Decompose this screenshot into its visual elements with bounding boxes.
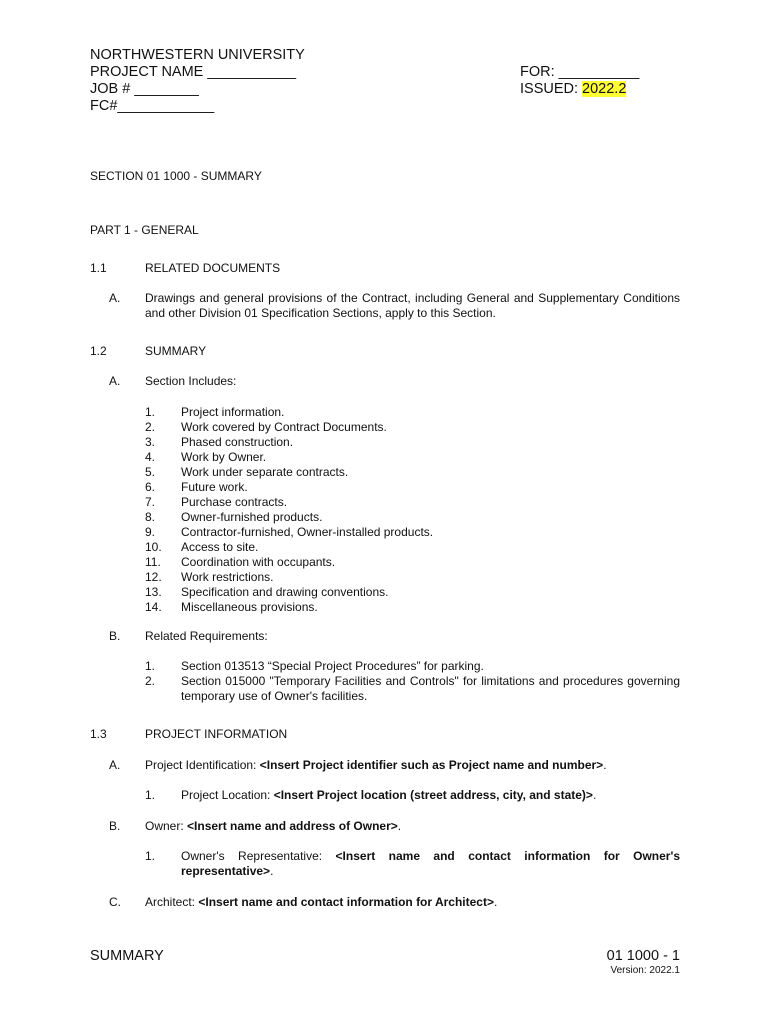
list-item [145, 420, 445, 435]
fc-number-field: FC#____________ [90, 98, 215, 114]
owner-info [145, 819, 401, 834]
list-item-text: Work restrictions. [181, 570, 274, 584]
list-item-text: Work by Owner. [181, 450, 267, 464]
footer-page-number: 01 1000 - 1 [606, 948, 680, 964]
section-title: SECTION 01 1000 - SUMMARY [90, 169, 262, 183]
list-item-number: 5. [145, 465, 156, 479]
list-item-text: Coordination with occupants. [181, 555, 336, 569]
list-item-text: Future work. [181, 480, 248, 494]
project-identification [145, 758, 607, 773]
footer-version: Version: 2022.1 [610, 965, 680, 976]
field-label: Architect: [145, 895, 199, 909]
list-item [145, 465, 445, 480]
issued-value: 2022.2 [582, 81, 627, 97]
subparagraph-number: 1. [145, 788, 156, 802]
list-item-number: 3. [145, 435, 156, 449]
related-item-text: Section 013513 “Special Project Procedures” for parking. [181, 659, 484, 673]
article-title: SUMMARY [145, 344, 207, 358]
project-name-field: PROJECT NAME ___________ [90, 64, 297, 80]
insert-placeholder: <Insert Project identifier such as Project name and number> [259, 758, 604, 772]
insert-placeholder: <Insert name and contact information for Owner's representative> [181, 849, 681, 878]
insert-placeholder: <Insert Project location (street address, city, and state)> [273, 788, 593, 802]
article-number: 1.3 [90, 727, 107, 741]
list-item-text: Contractor-furnished, Owner-installed products. [181, 525, 434, 539]
list-item-number: 7. [145, 495, 156, 509]
punctuation: . [603, 758, 607, 772]
list-item [145, 510, 445, 525]
list-item-text: Specification and drawing conventions. [181, 585, 389, 599]
related-item-number: 2. [145, 674, 156, 688]
punctuation: . [397, 819, 402, 833]
list-item [145, 495, 445, 510]
list-item-text: Access to site. [181, 540, 259, 554]
footer-section-name: SUMMARY [90, 948, 164, 964]
university-name: NORTHWESTERN UNIVERSITY [90, 47, 305, 63]
field-label: Owner: [145, 819, 188, 833]
list-item-number: 9. [145, 525, 156, 539]
for-field: FOR: __________ [520, 64, 640, 80]
field-label: Project Identification: [145, 758, 260, 772]
list-item [145, 570, 445, 585]
list-item-text: Project information. [181, 405, 285, 419]
list-item-text: Work under separate contracts. [181, 465, 349, 479]
list-item [145, 525, 445, 540]
list-item [145, 540, 445, 555]
insert-placeholder: <Insert name and contact information for Architect> [198, 895, 494, 909]
paragraph-letter: B. [109, 819, 121, 833]
insert-placeholder: <Insert name and address of Owner> [187, 819, 398, 833]
list-item [145, 435, 445, 450]
list-item-text: Miscellaneous provisions. [181, 600, 318, 614]
list-item-number: 10. [145, 540, 162, 554]
article-number: 1.2 [90, 344, 107, 358]
issued-label: ISSUED: [520, 81, 583, 97]
list-item-text: Owner-furnished products. [181, 510, 323, 524]
punctuation: . [270, 864, 274, 878]
list-item-number: 8. [145, 510, 156, 524]
paragraph-letter: C. [109, 895, 121, 909]
owner-representative [181, 849, 680, 879]
job-number-field: JOB # ________ [90, 81, 199, 97]
punctuation: . [592, 788, 597, 802]
list-item [145, 585, 445, 600]
list-item-number: 12. [145, 570, 162, 584]
paragraph-text: Drawings and general provisions of the Contract, including General and Supplementary Conditions and other Division 01 Specification Sections, apply to this Section. [145, 291, 680, 320]
related-item-number: 1. [145, 659, 156, 673]
architect-info [145, 895, 497, 910]
related-item-text: Section 015000 "Temporary Facilities and Controls" for limitations and procedures governing temporary use of Owner's facilities. [181, 674, 680, 703]
article-title: RELATED DOCUMENTS [145, 261, 281, 275]
list-item-number: 4. [145, 450, 156, 464]
list-item-text: Purchase contracts. [181, 495, 288, 509]
paragraph-text: Section Includes: [145, 374, 237, 388]
list-item [145, 555, 445, 570]
list-item-number: 14. [145, 600, 162, 614]
list-item [145, 600, 445, 615]
field-label: Owner's Representative: [181, 849, 336, 863]
list-item-text: Phased construction. [181, 435, 294, 449]
list-item [145, 450, 445, 465]
list-item-text: Work covered by Contract Documents. [181, 420, 387, 434]
paragraph-letter: A. [109, 374, 121, 388]
list-item-number: 6. [145, 480, 156, 494]
project-location [181, 788, 596, 803]
paragraph-letter: B. [109, 629, 121, 643]
article-title: PROJECT INFORMATION [145, 727, 288, 741]
list-item-number: 11. [145, 555, 161, 569]
field-label: Project Location: [181, 788, 274, 802]
punctuation: . [493, 895, 498, 909]
includes-list [145, 405, 445, 615]
list-item-number: 13. [145, 585, 162, 599]
subparagraph-number: 1. [145, 849, 156, 863]
issued-field [520, 81, 626, 97]
article-number: 1.1 [90, 261, 107, 275]
list-item-number: 1. [145, 405, 156, 419]
list-item-number: 2. [145, 420, 156, 434]
paragraph-letter: A. [109, 758, 121, 772]
list-item [145, 405, 445, 420]
part-title: PART 1 - GENERAL [90, 223, 199, 237]
list-item [145, 480, 445, 495]
paragraph-letter: A. [109, 291, 121, 305]
paragraph-text: Related Requirements: [145, 629, 268, 643]
